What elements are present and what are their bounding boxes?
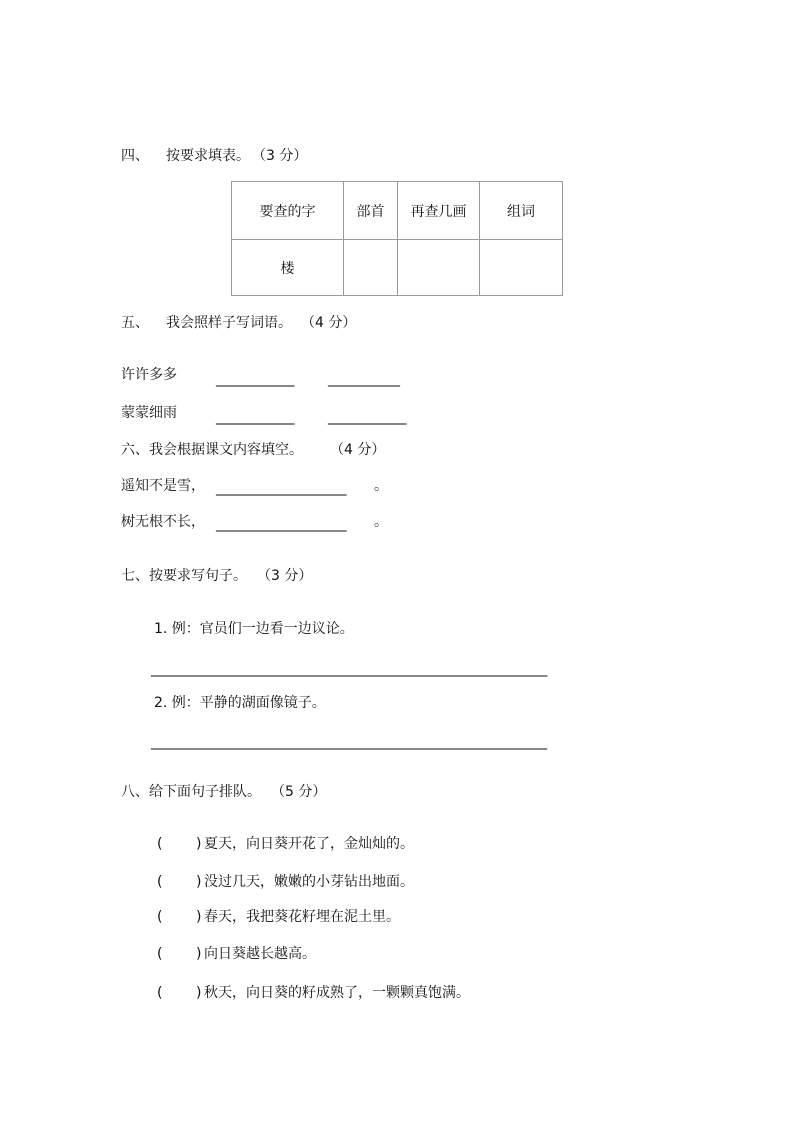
lookup-table bbox=[231, 181, 563, 296]
section4-score: （3 分） bbox=[252, 148, 308, 164]
section7-heading: 七、按要求写句子。 bbox=[121, 568, 247, 584]
answer-blank[interactable]: ___________ bbox=[328, 371, 400, 387]
order-sentence: 夏天，向日葵开花了，金灿灿的。 bbox=[204, 836, 414, 852]
header-words: 组词 bbox=[480, 182, 563, 240]
lookup-table-row bbox=[232, 240, 563, 296]
section4-number: 四、 bbox=[121, 148, 149, 164]
poem-line-prefix: 遥知不是雪， bbox=[121, 478, 205, 494]
order-paren-close: ) bbox=[196, 946, 202, 962]
order-paren-close: ) bbox=[196, 836, 202, 852]
cell-char: 楼 bbox=[232, 240, 344, 296]
sentence-example: 1. 例：官员们一边看一边议论。 bbox=[154, 621, 354, 637]
order-sentence: 春天，我把葵花籽埋在泥土里。 bbox=[204, 909, 400, 925]
section4-title: 按要求填表。 bbox=[166, 148, 250, 164]
cell-words-input[interactable] bbox=[480, 240, 563, 296]
order-paren-close: ) bbox=[196, 874, 202, 890]
header-radical: 部首 bbox=[344, 182, 398, 240]
answer-blank[interactable]: ____________________ bbox=[216, 516, 346, 532]
answer-line[interactable]: _________________________________________________________________ bbox=[151, 661, 547, 677]
order-paren-open[interactable]: ( bbox=[157, 874, 163, 890]
poem-line-end: 。 bbox=[374, 478, 388, 494]
section5-number: 五、 bbox=[121, 315, 149, 331]
answer-line[interactable]: _________________________________________________________________ bbox=[151, 734, 547, 750]
section5-score: （4 分） bbox=[301, 315, 357, 331]
example-word: 蒙蒙细雨 bbox=[121, 405, 177, 421]
sentence-example: 2. 例：平静的湖面像镜子。 bbox=[154, 695, 326, 711]
header-strokes: 再查几画 bbox=[398, 182, 480, 240]
section6-score: （4 分） bbox=[330, 442, 386, 458]
order-paren-open[interactable]: ( bbox=[157, 836, 163, 852]
section8-heading: 八、给下面句子排队。 bbox=[121, 784, 261, 800]
answer-blank[interactable]: ____________ bbox=[328, 409, 406, 425]
answer-blank[interactable]: ____________ bbox=[216, 371, 294, 387]
order-paren-close: ) bbox=[196, 985, 202, 1001]
example-word: 许许多多 bbox=[121, 367, 177, 383]
section8-score: （5 分） bbox=[271, 784, 327, 800]
header-char: 要查的字 bbox=[232, 182, 344, 240]
answer-blank[interactable]: ____________________ bbox=[216, 480, 346, 496]
order-paren-open[interactable]: ( bbox=[157, 909, 163, 925]
cell-radical-input[interactable] bbox=[344, 240, 398, 296]
order-sentence: 向日葵越长越高。 bbox=[204, 946, 316, 962]
order-sentence: 没过几天，嫩嫩的小芽钻出地面。 bbox=[204, 874, 414, 890]
lookup-table-header-row bbox=[232, 182, 563, 240]
order-sentence: 秋天，向日葵的籽成熟了，一颗颗真饱满。 bbox=[204, 985, 470, 1001]
poem-line-end: 。 bbox=[374, 514, 388, 530]
section6-heading: 六、我会根据课文内容填空。 bbox=[121, 442, 303, 458]
order-paren-open[interactable]: ( bbox=[157, 946, 163, 962]
section5-title: 我会照样子写词语。 bbox=[166, 315, 292, 331]
poem-line-prefix: 树无根不长， bbox=[121, 514, 205, 530]
order-paren-close: ) bbox=[196, 909, 202, 925]
answer-blank[interactable]: ____________ bbox=[216, 409, 294, 425]
section7-score: （3 分） bbox=[257, 568, 313, 584]
order-paren-open[interactable]: ( bbox=[157, 985, 163, 1001]
cell-strokes-input[interactable] bbox=[398, 240, 480, 296]
